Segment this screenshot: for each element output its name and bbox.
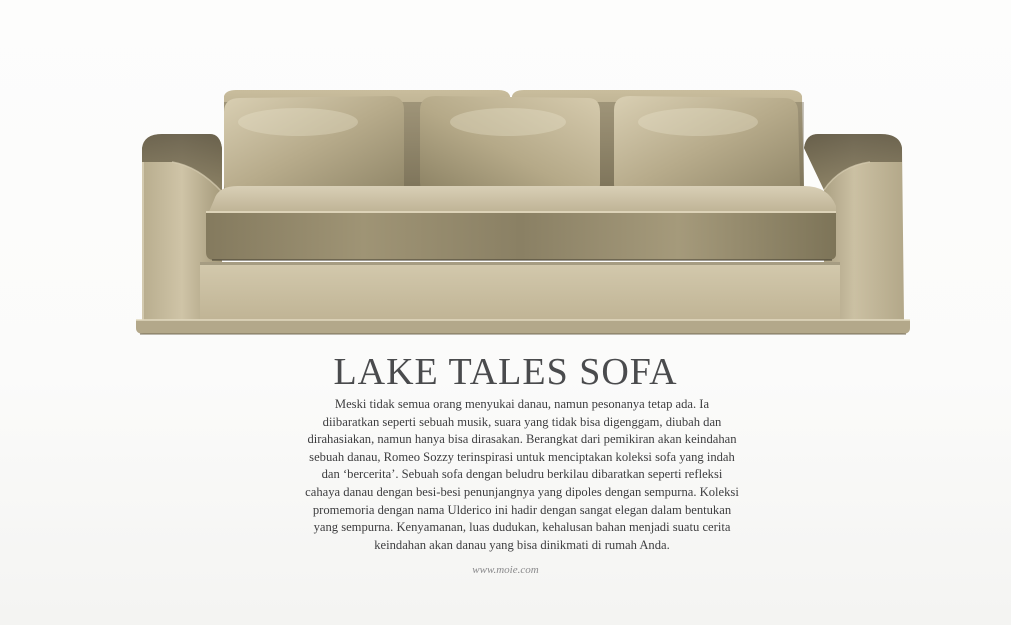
body-line: yang sempurna. Kenyamanan, luas dudukan, kehalusan bahan menjadi suatu cerita bbox=[313, 520, 731, 535]
body-line: dirahasiakan, namun hanya bisa dirasakan. Berangkat dari pemikiran akan keindahan bbox=[307, 432, 737, 447]
body-line: dan ‘bercerita’. Sebuah sofa dengan beludru berkilau dibaratkan seperti refleksi bbox=[321, 467, 723, 482]
article-body bbox=[262, 396, 782, 554]
body-line: keindahan akan danau yang bisa dinikmati di rumah Anda. bbox=[374, 537, 670, 552]
body-line: cahaya danau dengan besi-besi penunjangnya yang dipoles dengan sempurna. Koleksi bbox=[305, 484, 739, 499]
body-line: promemoria dengan nama Ulderico ini hadir dengan sangat elegan dalam bentukan bbox=[312, 502, 732, 517]
body-line: sebuah danau, Romeo Sozzy terinspirasi untuk menciptakan koleksi sofa yang indah bbox=[309, 449, 735, 464]
body-line: diibaratkan seperti sebuah musik, suara yang tidak bisa digenggam, diubah dan bbox=[322, 414, 722, 429]
velvet-sofa-illustration bbox=[128, 82, 918, 344]
source-link[interactable]: www.moie.com bbox=[472, 564, 539, 576]
body-line: Meski tidak semua orang menyukai danau, namun pesonanya tetap ada. Ia bbox=[334, 397, 710, 411]
sofa-photo bbox=[128, 82, 918, 344]
article-title: LAKE TALES SOFA bbox=[333, 351, 678, 393]
